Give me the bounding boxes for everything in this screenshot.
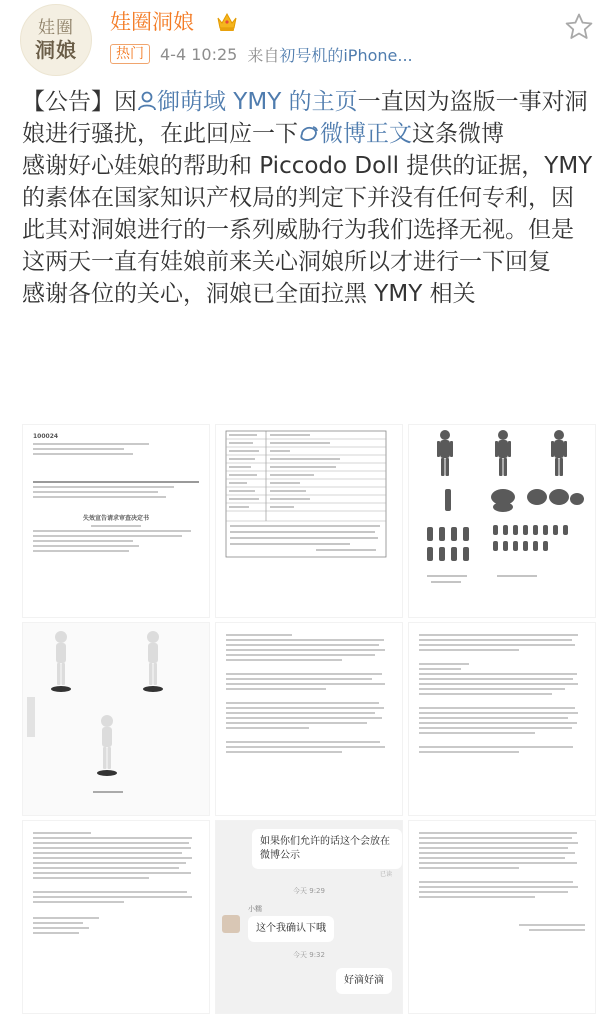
doc-postcode: 100024 <box>33 433 59 440</box>
image-thumb-chat[interactable] <box>215 820 403 1014</box>
post-header <box>0 0 615 80</box>
post-body <box>22 86 596 310</box>
image-thumb-text-page-3[interactable] <box>408 820 596 1014</box>
avatar-text-bottom: 洞娘 <box>35 38 77 62</box>
image-thumb-doll-figures[interactable] <box>22 622 210 816</box>
chat-sender-name: 小糯 <box>248 905 262 913</box>
post-time: 4-4 10:25 <box>160 44 238 64</box>
doc-title: 失效宣告请求审查决定书 <box>82 515 149 522</box>
chat-time-2: 今天 9:32 <box>293 951 325 959</box>
weibo-icon <box>298 124 320 144</box>
chat-time-1: 今天 9:29 <box>293 887 325 895</box>
image-thumb-doll-parts[interactable] <box>408 424 596 618</box>
avatar[interactable] <box>20 4 92 76</box>
image-thumb-form[interactable] <box>215 424 403 618</box>
post-text: 【公告】因 <box>22 89 137 115</box>
post-text: 一直因为盗版一事对洞娘进行骚扰，在此回应一下 <box>22 89 588 147</box>
source-prefix: 来自 <box>247 45 280 65</box>
crown-icon <box>215 10 239 32</box>
avatar-text-top: 娃圈 <box>38 18 74 38</box>
image-thumb-text-page[interactable] <box>408 622 596 816</box>
post-paragraph-1 <box>22 86 596 150</box>
author-name[interactable]: 娃圈洞娘 <box>110 10 194 34</box>
chat-message-1: 如果你们允许的话这个会放在微博公示 <box>252 829 402 869</box>
form-table-graphic <box>216 425 403 618</box>
chat-read-1: 已读 <box>379 871 392 878</box>
image-thumb-text-page-2[interactable] <box>22 820 210 1014</box>
post-text: 这条微博 <box>412 121 504 147</box>
post-paragraph-2: 感谢好心娃娘的帮助和 Piccodo Doll 提供的证据，YMY 的素体在国家知识产权局的判定下并没有任何专利，因此其对洞娘进行的一系列威胁行为我们选择无视。但是这两天一直有娃娘前来关心洞娘所以才进行一下回复 <box>22 153 593 275</box>
image-grid <box>22 424 596 1016</box>
hot-badge: 热门 <box>110 44 150 64</box>
doll-parts-graphic <box>409 425 596 618</box>
doll-figures-graphic <box>23 623 210 816</box>
chat-message-3: 好滴好滴 <box>336 968 392 994</box>
source-device-link[interactable]: 初号机的iPhone... <box>279 45 413 65</box>
chat-avatar <box>222 915 240 933</box>
star-icon[interactable] <box>564 12 594 42</box>
weibo-text-link[interactable]: 微博正文 <box>320 121 412 147</box>
chat-message-2: 这个我确认下哦 <box>248 916 334 942</box>
image-thumb-decision-text[interactable] <box>215 622 403 816</box>
image-thumb-document[interactable] <box>22 424 210 618</box>
post-paragraph-3: 感谢各位的关心，洞娘已全面拉黑 YMY 相关 <box>22 281 476 307</box>
user-icon <box>137 90 157 112</box>
chat-row-3 <box>222 968 396 994</box>
post-meta <box>110 43 413 65</box>
ymy-homepage-link[interactable]: 御萌域 YMY 的主页 <box>157 89 358 115</box>
